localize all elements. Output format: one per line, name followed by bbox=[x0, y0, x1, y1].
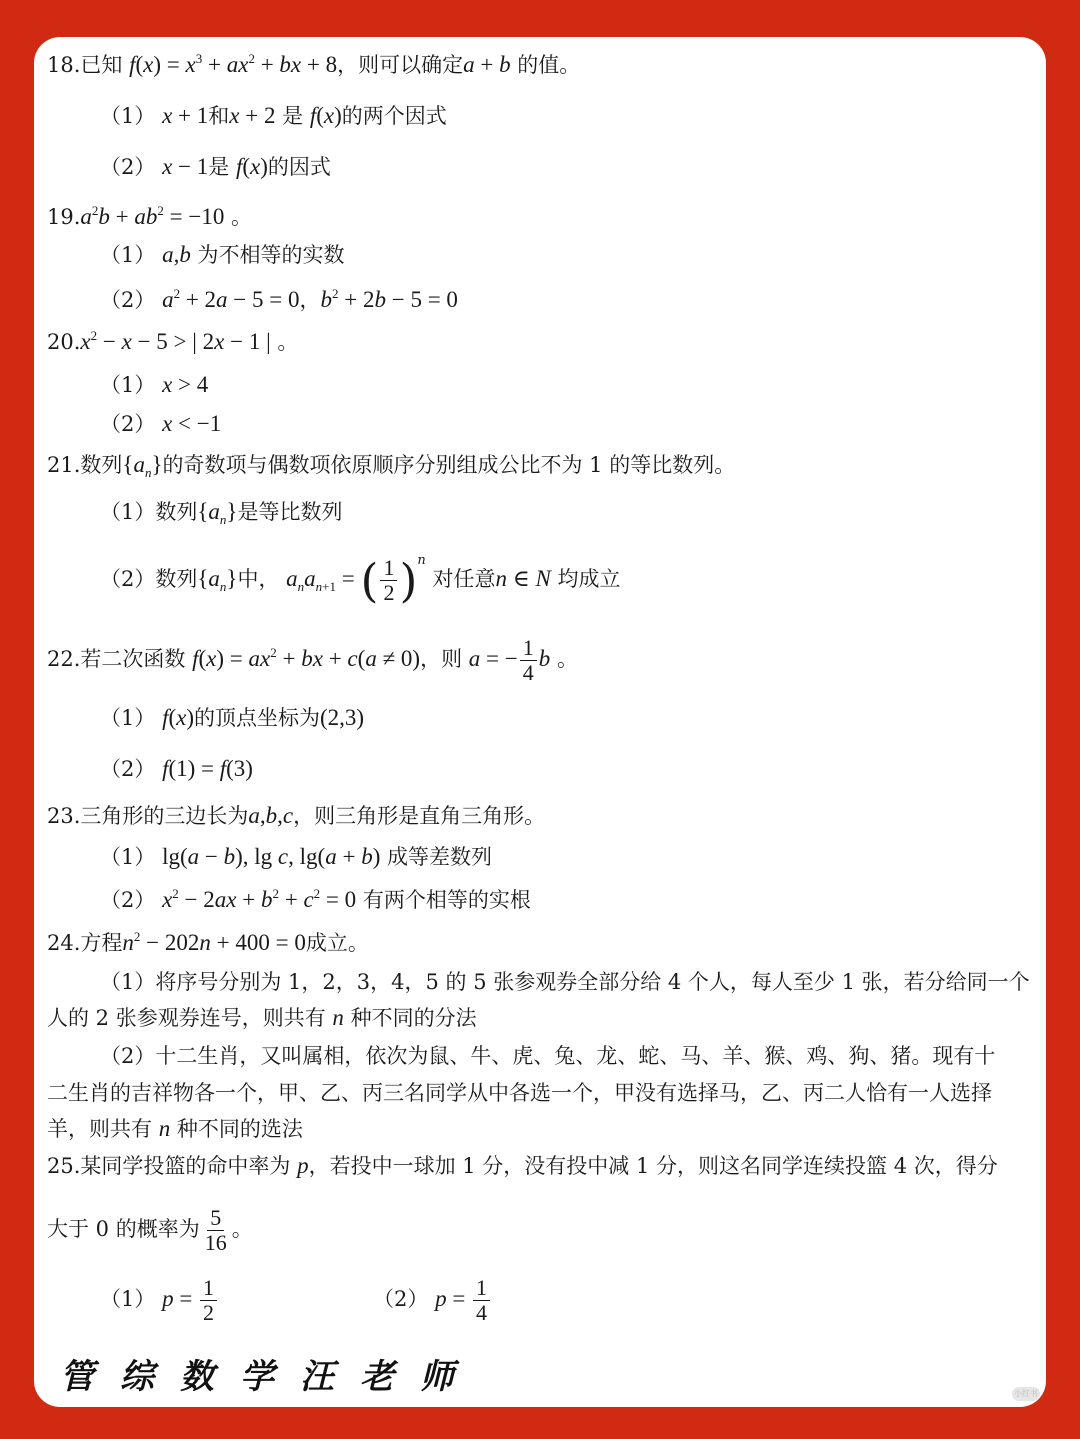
problem-24-condition-2-line-2: 二生肖的吉祥物各一个，甲、乙、丙三名同学从中各选一个，甲没有选择马，乙、丙二人恰有一人选择 bbox=[47, 1081, 992, 1105]
problem-20: $20.x^2 - x - 5$ > | 2x − 1 | 。 bbox=[47, 328, 299, 354]
problem-22: 22.若二次函数 $f(x) = ax^2$ + bx + c(a ≠ 0)，则 a = − $\frac{1}{4}$ b 。 bbox=[47, 635, 578, 685]
problem-19-condition-2: （2） $a^2 + 2a - 5 = 0$，$b^2 + 2b - 5 = 0$ bbox=[100, 286, 458, 312]
problem-22-condition-1: （1） f(x)的顶点坐标为(2,3) bbox=[100, 705, 365, 730]
fraction-one-half: $\frac{1}{2}$ bbox=[200, 1276, 217, 1325]
problem-number: 18. bbox=[47, 53, 81, 77]
watermark: 小红书 bbox=[1012, 1387, 1040, 1401]
problem-24-condition-1-line-2: 人的 2 张参观券连号，则共有 n 种不同的分法 bbox=[47, 1005, 477, 1030]
fraction-one-half: $\frac{1}{2}$ bbox=[380, 556, 397, 605]
problem-23: 23.三角形的三边长为a,b,c，则三角形是直角三角形。 bbox=[47, 803, 546, 828]
problem-21-condition-1: （1）数列$\{a_n\}$是等比数列 bbox=[100, 499, 343, 527]
problem-25: 25.某同学投篮的命中率为 p，若投中一球加 1 分，没有投中减 1 分，则这名同学连续投篮 4 次，得分 bbox=[47, 1153, 998, 1178]
fraction-one-quarter: $\frac{1}{4}$ bbox=[473, 1276, 490, 1325]
problem-24-condition-2-line-3: 羊，则共有 n 种不同的选法 bbox=[47, 1116, 303, 1141]
problem-25-line-2: 大于 0 的概率为 $\frac{5}{16}$ 。 bbox=[47, 1205, 253, 1255]
problem-18-condition-1: （1） x + 1和x + 2 是 f(x)的两个因式 bbox=[100, 103, 447, 128]
problem-18-condition-2: （2） x − 1是 f(x)的因式 bbox=[100, 154, 331, 179]
fraction-one-quarter: $\frac{1}{4}$ bbox=[520, 636, 537, 685]
author-signature: 管综数学汪老师 bbox=[60, 1357, 480, 1397]
problem-24: 24.方程$n^2 - 202n + 400 = 0$成立。 bbox=[47, 929, 369, 955]
fraction-five-sixteenths: $\frac{5}{16}$ bbox=[204, 1205, 227, 1255]
problem-23-condition-1: （1） lg(a − b), lg c, lg(a + b) 成等差数列 bbox=[100, 844, 493, 869]
problem-20-condition-2: （2） x < −1 bbox=[100, 411, 222, 436]
problem-24-condition-1-line-1: （1）将序号分别为 1，2，3，4，5 的 5 张参观券全部分给 4 个人，每人至少 1 张，若分给同一个 bbox=[100, 970, 1030, 994]
problem-25-condition-2: （2） p = $\frac{1}{4}$ bbox=[373, 1267, 492, 1331]
problem-24-condition-2-line-1: （2）十二生肖，又叫属相，依次为鼠、牛、虎、兔、龙、蛇、马、羊、猴、鸡、狗、猪。现有十 bbox=[100, 1044, 996, 1068]
problem-22-condition-2: （2） f(1) = f(3) bbox=[100, 756, 253, 781]
problem-21-condition-2: （2）数列$\{a_n\}$中， $a_na_{n+1}$ = ( $\frac{1}{2}$ )$^n$ 对任意n ∈ N 均成立 bbox=[100, 553, 621, 608]
problem-18: 18.已知 $f(x) = x^3 + ax^2$ + bx + 8，则可以确定a + b 的值。 bbox=[47, 51, 581, 77]
problem-25-condition-1: （1） p = $\frac{1}{2}$ bbox=[100, 1267, 219, 1331]
problem-20-condition-1: （1） x > 4 bbox=[100, 372, 209, 397]
problem-21: 21.数列$\{a_n\}$的奇数项与偶数项依原顺序分别组成公比不为 1 的等比数列。 bbox=[47, 452, 736, 480]
problem-23-condition-2: （2） $x^2 - 2ax + b^2 + c^2 = 0$ 有两个相等的实根 bbox=[100, 886, 531, 912]
problem-19-condition-1: （1） a,b 为不相等的实数 bbox=[100, 242, 345, 267]
document-card bbox=[34, 37, 1046, 1407]
problem-19: $19.a^2b + ab^2 = -10$ 。 bbox=[47, 203, 253, 229]
